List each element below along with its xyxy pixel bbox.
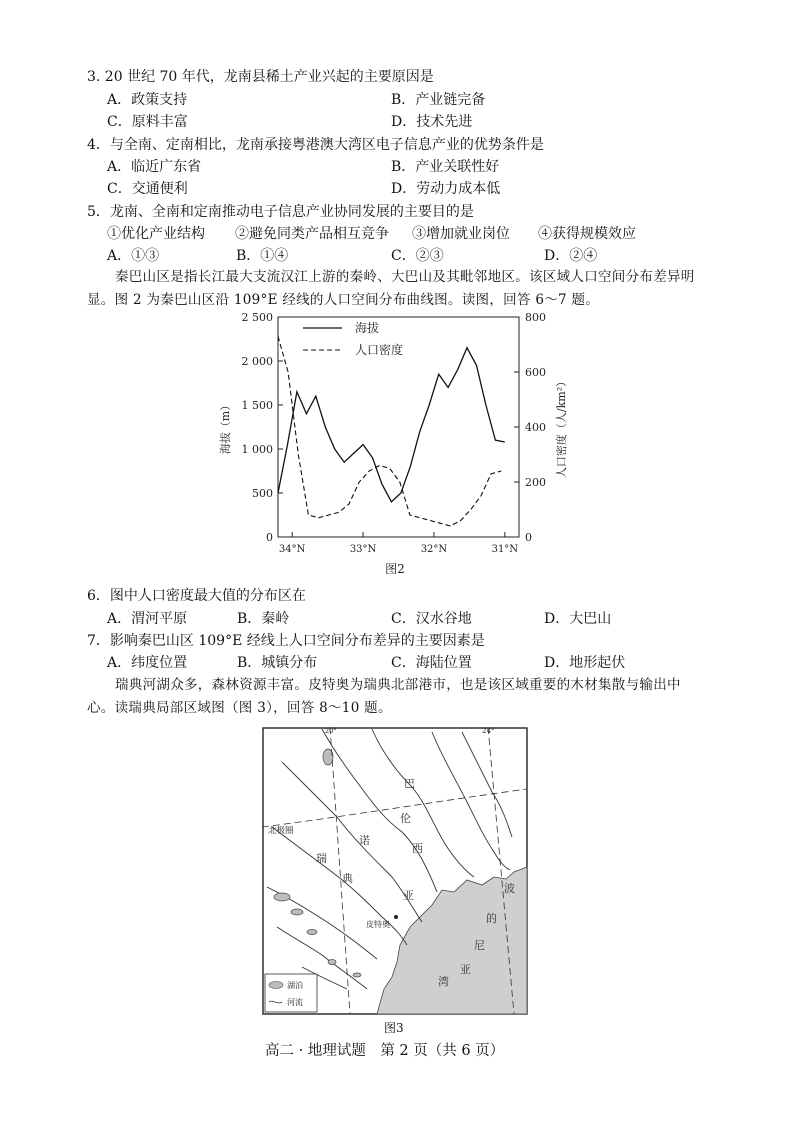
lake <box>328 960 336 965</box>
legend-lake-swatch <box>269 982 283 989</box>
q5-option-b: B．①④ <box>236 248 289 264</box>
region-char: 尼 <box>474 939 485 952</box>
q7-option-b: B．城镇分布 <box>237 655 318 671</box>
q3-option-c: C．原料丰富 <box>107 114 188 130</box>
q5-item-4: ④获得规模效应 <box>538 226 636 242</box>
q4-stem: 4．与全南、定南相比，龙南承接粤港澳大湾区电子信息产业的优势条件是 <box>87 137 544 153</box>
x-tick-label: 31°N <box>491 544 519 555</box>
right-tick-label: 0 <box>525 531 532 544</box>
pitea-dot <box>394 915 398 919</box>
region-char: 亚 <box>403 889 414 902</box>
lake <box>353 973 361 977</box>
region-char: 巴 <box>404 777 415 790</box>
right-tick-label: 200 <box>525 476 546 489</box>
region-char: 诺 <box>359 834 370 847</box>
right-axis-label: 人口密度（人/km²） <box>555 375 568 479</box>
arctic-circle-label: 北极圈 <box>268 826 294 836</box>
map-legend <box>265 974 317 1012</box>
city-label-pitea: 皮特奥 <box>366 920 390 929</box>
region-char: 亚 <box>460 963 471 976</box>
q6-option-a: A．渭河平原 <box>107 611 188 627</box>
legend-elevation-label: 海拔 <box>355 321 380 335</box>
figure-2-caption: 图2 <box>385 562 405 576</box>
region-char: 湾 <box>438 975 449 988</box>
q7-option-c: C．海陆位置 <box>391 655 472 671</box>
q6-option-c: C．汉水谷地 <box>391 611 472 627</box>
q5-stem: 5．龙南、全南和定南推动电子信息产业协同发展的主要目的是 <box>87 204 474 220</box>
legend-river-label: 河流 <box>287 998 303 1007</box>
right-tick-label: 400 <box>525 421 546 434</box>
q5-option-d: D．②④ <box>544 248 598 264</box>
page-footer: 高二 · 地理试题 第 2 页（共 6 页） <box>265 1043 505 1059</box>
q3-option-a: A．政策支持 <box>107 92 188 108</box>
q7-option-d: D．地形起伏 <box>544 655 626 671</box>
q4-option-b: B．产业关联性好 <box>391 159 500 175</box>
q5-item-3: ③增加就业岗位 <box>412 226 510 242</box>
intro-paragraph-2: 瑞典河湖众多，森林资源丰富。皮特奥为瑞典北部港市，也是该区域重要的木材集散与输出中心。读瑞典局部区域图（图 3），回答 8～10 题。 <box>87 677 681 716</box>
x-tick-label: 34°N <box>278 544 306 555</box>
legend-population-label: 人口密度 <box>355 343 404 357</box>
right-tick-label: 800 <box>525 311 546 324</box>
elevation-line <box>278 348 505 502</box>
q7-stem: 7．影响秦巴山区 109°E 经线上人口空间分布差异的主要因素是 <box>87 633 485 649</box>
q5-item-1: ①优化产业结构 <box>107 226 205 242</box>
right-tick-label: 600 <box>525 366 546 379</box>
legend-lake-label: 湖泊 <box>287 981 303 990</box>
q4-option-a: A．临近广东省 <box>107 159 202 175</box>
region-char: 西 <box>412 842 423 855</box>
q5-option-a: A．①③ <box>107 248 160 264</box>
lon-label-20: 20° <box>325 727 337 735</box>
intro-paragraph-1: 秦巴山区是指长江最大支流汉江上游的秦岭、大巴山及其毗邻地区。该区域人口空间分布差异明显。图 2 为秦巴山区沿 109°E 经线的人口空间分布曲线图。读图，回答 6～7 题。 <box>87 269 695 308</box>
left-tick-label: 500 <box>252 487 273 500</box>
left-axis-label: 海拔（m） <box>219 399 232 455</box>
left-tick-label: 2 500 <box>241 311 273 324</box>
q6-option-b: B．秦岭 <box>237 611 290 627</box>
q6-stem: 6．图中人口密度最大值的分布区在 <box>87 588 306 604</box>
x-tick-label: 33°N <box>349 544 377 555</box>
left-tick-label: 1 000 <box>241 443 273 456</box>
q3-stem: 3. 20 世纪 70 年代，龙南县稀土产业兴起的主要原因是 <box>87 69 434 85</box>
q7-option-a: A．纬度位置 <box>107 655 188 671</box>
q4-option-d: D．劳动力成本低 <box>391 181 501 197</box>
q6-option-d: D．大巴山 <box>544 611 612 627</box>
q4-option-c: C．交通便利 <box>107 181 188 197</box>
lake <box>274 893 290 901</box>
region-char: 波 <box>504 882 515 895</box>
left-tick-label: 0 <box>266 531 273 544</box>
sweden-map <box>262 727 528 1015</box>
population-chart <box>215 305 575 580</box>
left-tick-label: 1 500 <box>241 399 273 412</box>
region-char: 瑞 <box>316 852 327 865</box>
lake <box>291 909 303 915</box>
figure-3-caption: 图3 <box>384 1021 404 1035</box>
left-tick-label: 2 000 <box>241 355 273 368</box>
q5-option-c: C．②③ <box>391 248 444 264</box>
region-char: 的 <box>486 912 497 925</box>
q5-item-2: ②避免同类产品相互竞争 <box>235 226 389 242</box>
q3-option-d: D．技术先进 <box>391 114 473 130</box>
x-tick-label: 32°N <box>420 544 448 555</box>
region-char: 典 <box>342 872 353 885</box>
lon-label-24: 24° <box>482 727 495 735</box>
lake <box>307 930 317 935</box>
q3-option-b: B．产业链完备 <box>391 92 486 108</box>
region-char: 伦 <box>400 812 411 825</box>
